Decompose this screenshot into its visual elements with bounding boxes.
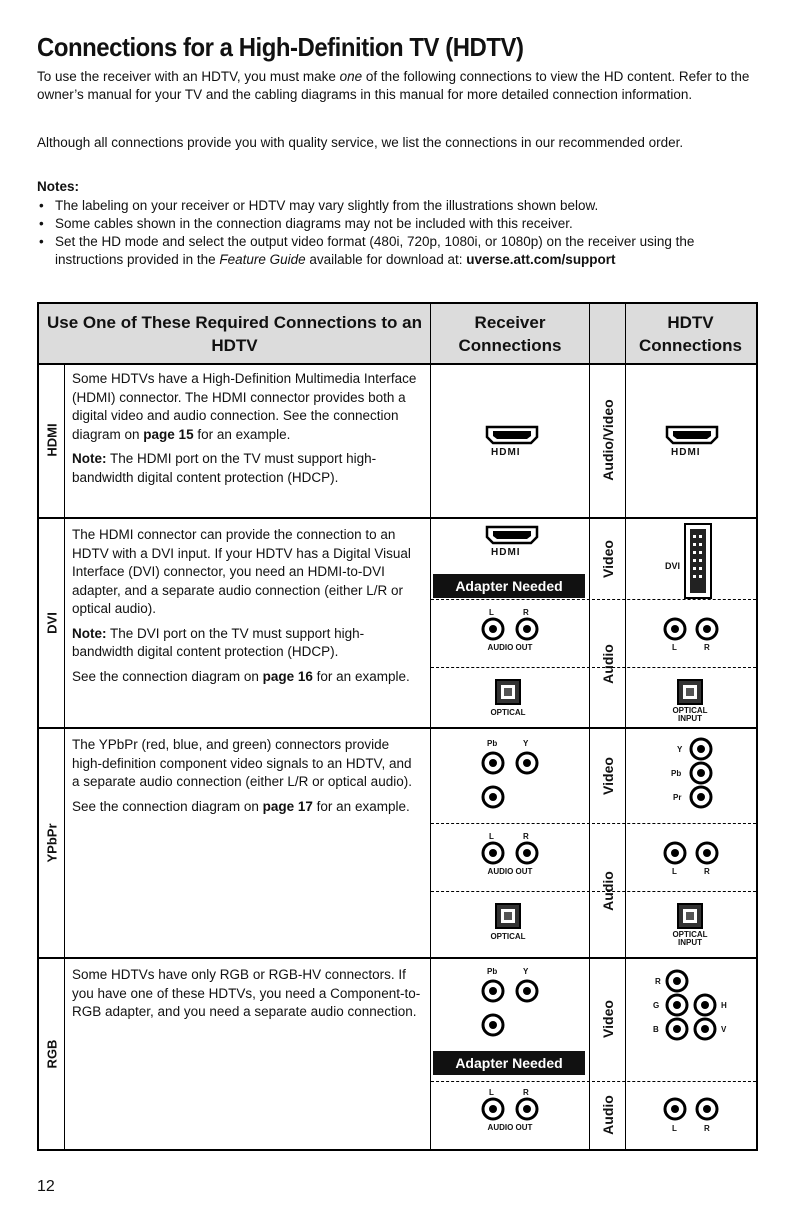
- optical-port-icon: [495, 903, 521, 929]
- row-description: The YPbPr (red, blue, and green) connectors provide high-definition component video signals to an HDTV, and a separate audio connection (either L/R or optical audio). See the connection diagram on page 17 for an example.: [72, 737, 412, 814]
- row-ypbpr: [39, 729, 756, 959]
- row-label-ypbpr: YPbPr: [39, 729, 65, 957]
- adapter-needed-badge: Adapter Needed: [433, 1051, 585, 1075]
- rca-jack-icon: [695, 617, 719, 641]
- label-left: L: [489, 832, 494, 841]
- rca-jack-icon: [663, 1097, 687, 1121]
- optical-label: OPTICAL: [490, 932, 526, 941]
- label-right: R: [704, 643, 710, 652]
- rca-jack-icon: [693, 993, 717, 1017]
- hdmi-logo: HDMI: [491, 447, 521, 458]
- row-label-dvi: DVI: [39, 519, 65, 727]
- row-label-hdmi: HDMI: [39, 363, 65, 517]
- hdmi-logo: HDMI: [671, 447, 701, 458]
- rca-jack-icon: [695, 1097, 719, 1121]
- label-left: L: [489, 608, 494, 617]
- rca-jack-icon: [481, 785, 505, 809]
- table-header: [39, 304, 756, 365]
- label-v: V: [721, 1025, 727, 1034]
- audio-out-label: AUDIO OUT: [487, 1123, 533, 1132]
- hdmi-port-icon: [485, 425, 539, 445]
- divider-dashed: [431, 667, 756, 668]
- rca-jack-icon: [663, 617, 687, 641]
- rca-jack-icon: [665, 993, 689, 1017]
- rca-jack-icon: [665, 1017, 689, 1041]
- label-left: L: [489, 1088, 494, 1097]
- note-item: • Set the HD mode and select the output video format (480i, 720p, 1080i, or 1080p) on the receiver using the instructions provided in the Feature Guide available for download at: uverse.att.com/support: [37, 233, 762, 269]
- optical-port-icon: [677, 903, 703, 929]
- dvi-label: DVI: [665, 561, 681, 571]
- label-right: R: [523, 608, 529, 617]
- label-pb: Pb: [487, 967, 498, 976]
- optical-port-icon: [495, 679, 521, 705]
- rca-jack-icon: [515, 1097, 539, 1121]
- row-hdmi: [39, 363, 756, 519]
- divider-dashed: [431, 599, 756, 600]
- row-label-rgb: RGB: [39, 959, 65, 1149]
- page-title: Connections for a High-Definition TV (HDTV): [37, 32, 524, 62]
- rca-jack-icon: [515, 617, 539, 641]
- connection-type-label: Audio: [600, 1095, 616, 1135]
- label-right: R: [523, 1088, 529, 1097]
- label-pb: Pb: [487, 739, 498, 748]
- connection-type-label: Video: [600, 540, 616, 578]
- label-y: Y: [677, 745, 683, 754]
- row-dvi: [39, 519, 756, 729]
- hdmi-port-icon: [665, 425, 719, 445]
- connection-type-label: Audio: [600, 644, 616, 684]
- dvi-port-icon: [684, 523, 712, 599]
- rca-jack-icon: [515, 841, 539, 865]
- rca-jack-icon: [481, 1097, 505, 1121]
- hdmi-logo: HDMI: [491, 547, 521, 558]
- label-right: R: [704, 1124, 710, 1133]
- header-required-connections: Use One of These Required Connections to an HDTV: [47, 312, 422, 355]
- label-left: L: [672, 1124, 677, 1133]
- optical-input-label: OPTICAL INPUT: [672, 930, 708, 947]
- label-g: G: [653, 1001, 660, 1010]
- audio-out-label: AUDIO OUT: [487, 643, 533, 652]
- optical-label: OPTICAL: [490, 708, 526, 717]
- rca-jack-icon: [689, 737, 713, 761]
- header-hdtv-connections: HDTV Connections: [639, 312, 742, 355]
- rca-jack-icon: [515, 979, 539, 1003]
- connection-type-label: Video: [600, 757, 616, 795]
- connection-type-label: Audio: [600, 871, 616, 911]
- rca-jack-icon: [481, 617, 505, 641]
- page-number: 12: [37, 1178, 55, 1195]
- rca-jack-icon: [663, 841, 687, 865]
- note-item: • The labeling on your receiver or HDTV may vary slightly from the illustrations shown below.: [37, 197, 762, 215]
- divider-dashed: [431, 891, 756, 892]
- label-b: B: [653, 1025, 659, 1034]
- header-receiver-connections: Receiver Connections: [458, 312, 562, 355]
- label-pr: Pr: [673, 793, 682, 802]
- rca-jack-icon: [665, 969, 689, 993]
- note-item: • Some cables shown in the connection diagrams may not be included with this receiver.: [37, 215, 762, 233]
- intro-paragraph-2: Although all connections provide you with quality service, we list the connections in our recommended order.: [37, 135, 684, 150]
- divider-dashed: [431, 823, 756, 824]
- adapter-needed-badge: Adapter Needed: [433, 574, 585, 598]
- label-left: L: [672, 643, 677, 652]
- label-y: Y: [523, 967, 529, 976]
- row-description: Some HDTVs have only RGB or RGB-HV connectors. If you have one of these HDTVs, you need a Component-to-RGB adapter, and you need a separate audio connection.: [72, 967, 421, 1019]
- rca-jack-icon: [481, 841, 505, 865]
- row-rgb: [39, 959, 756, 1149]
- rca-jack-icon: [689, 761, 713, 785]
- intro-paragraph-1: To use the receiver with an HDTV, you must make one of the following connections to view the HD content. Refer to the owner’s manual for your TV and the cabling diagrams in this manual for more detailed connection information.: [37, 69, 750, 102]
- rca-jack-icon: [695, 841, 719, 865]
- label-right: R: [704, 867, 710, 876]
- label-h: H: [721, 1001, 727, 1010]
- rca-jack-icon: [515, 751, 539, 775]
- label-right: R: [523, 832, 529, 841]
- optical-input-label: OPTICAL INPUT: [672, 706, 708, 723]
- connections-table: [37, 302, 758, 1151]
- rca-jack-icon: [689, 785, 713, 809]
- label-pb: Pb: [671, 769, 682, 778]
- connection-type-label: Audio/Video: [600, 399, 616, 481]
- label-r: R: [655, 977, 661, 986]
- support-url[interactable]: uverse.att.com/support: [466, 252, 616, 267]
- notes-heading: Notes:: [37, 179, 80, 194]
- rca-jack-icon: [481, 979, 505, 1003]
- notes-list: [37, 197, 762, 269]
- divider-dashed: [431, 1081, 756, 1082]
- optical-port-icon: [677, 679, 703, 705]
- rca-jack-icon: [481, 751, 505, 775]
- rca-jack-icon: [693, 1017, 717, 1041]
- row-description: Some HDTVs have a High-Definition Multimedia Interface (HDMI) connector. The HDMI connector provides both a digital video and audio connection. See the connection diagram on page 15 for an example. Note: The HDMI port on the TV must support high-bandwidth digital content protection (HDCP).: [72, 371, 417, 485]
- label-left: L: [672, 867, 677, 876]
- connection-type-label: Video: [600, 1000, 616, 1038]
- audio-out-label: AUDIO OUT: [487, 867, 533, 876]
- label-y: Y: [523, 739, 529, 748]
- row-description: The HDMI connector can provide the connection to an HDTV with a DVI input. If your HDTV has a Digital Visual Interface (DVI) connector, you need an HDMI-to-DVI adapter, and a separate audio connection (either L/R or optical audio). Note: The DVI port on the TV must support high-bandwidth digital content protection (HDCP). See the connection diagram on page 16 for an example.: [72, 527, 411, 684]
- rca-jack-icon: [481, 1013, 505, 1037]
- hdmi-port-icon: [485, 525, 539, 545]
